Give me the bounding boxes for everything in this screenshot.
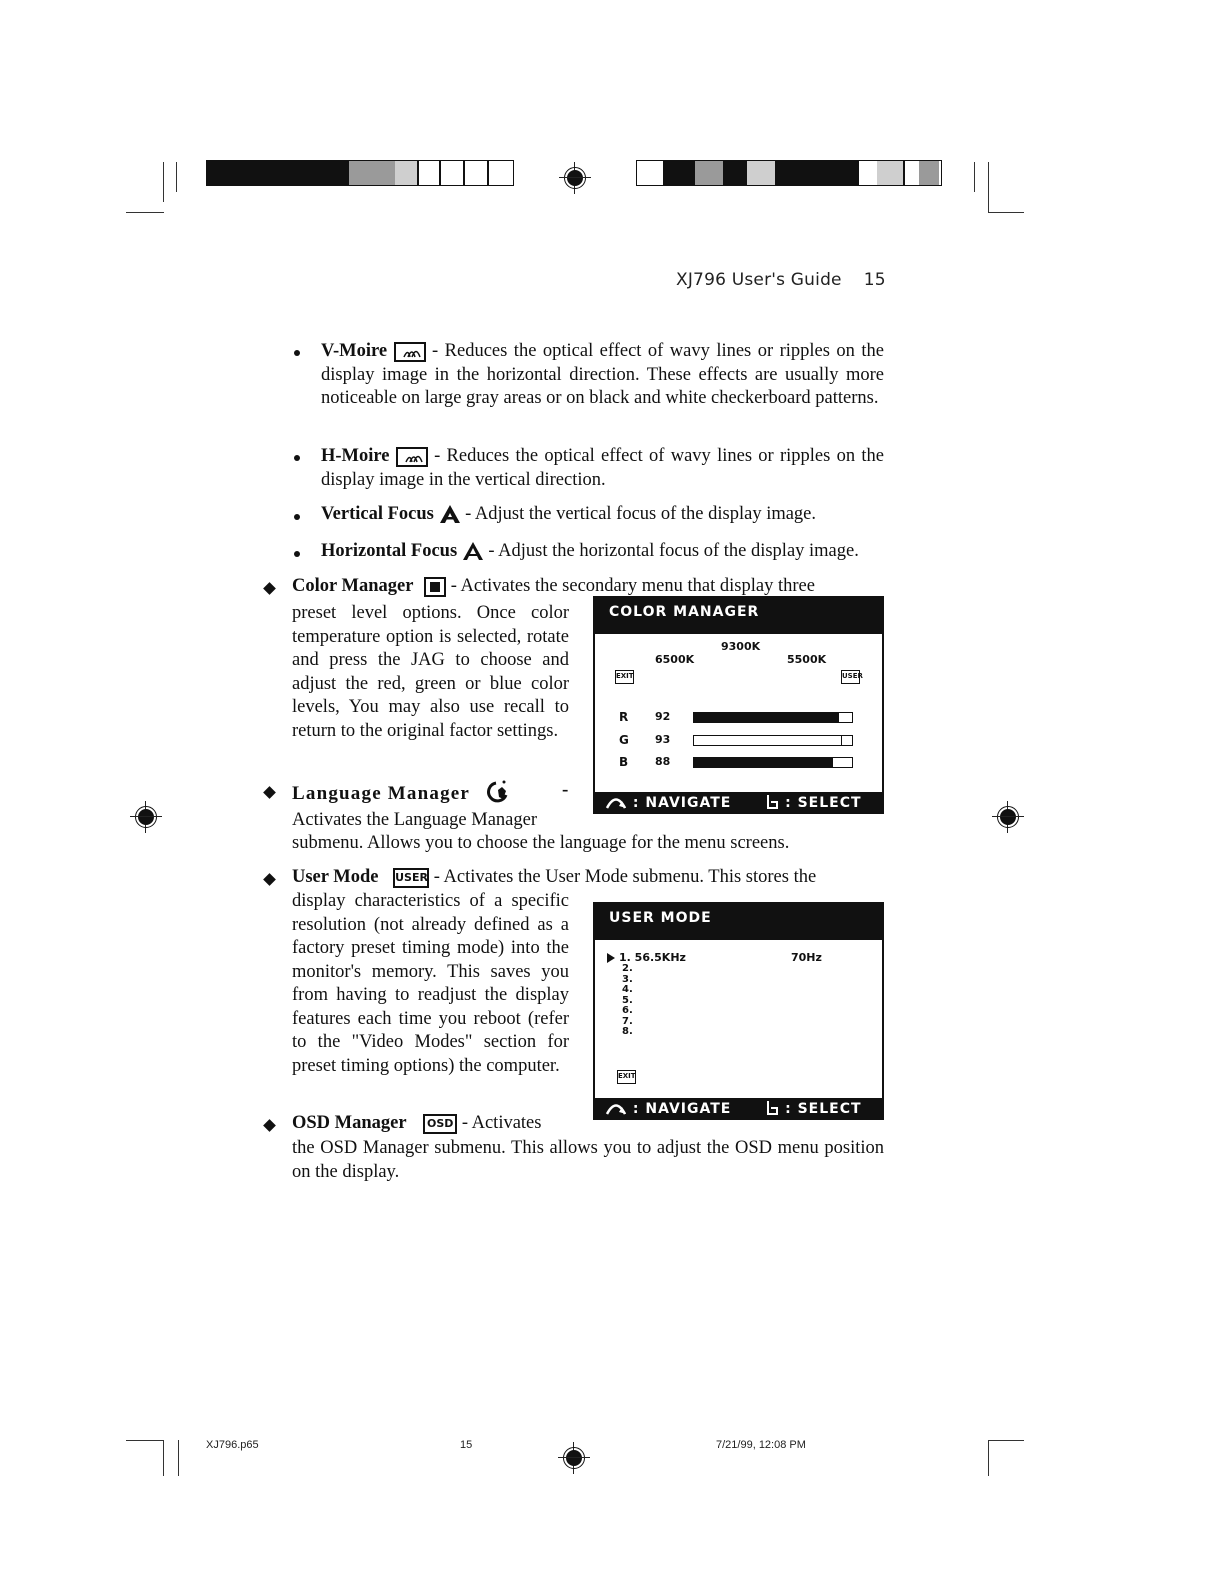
mode-slot: 6.: [622, 1005, 633, 1016]
registration-mark: [563, 166, 587, 190]
section-desc: - Activates the User Mode submenu. This stores the: [429, 867, 817, 887]
color-manager-icon: [424, 577, 446, 597]
exit-icon: EXIT: [617, 1070, 636, 1084]
bullet-term: V-Moire: [321, 341, 388, 361]
level-fill-r: [694, 713, 839, 722]
crop-mark: [126, 1440, 164, 1441]
mode-slot-list: [622, 964, 633, 1038]
bullet-marker: [294, 514, 300, 520]
registration-mark: [996, 805, 1020, 829]
footer-page: 15: [460, 1439, 473, 1451]
section-dash: -: [562, 779, 570, 800]
running-head: [676, 270, 886, 290]
registration-mark: [134, 805, 158, 829]
registration-mark: [562, 1446, 586, 1470]
bullet-marker: [294, 455, 300, 461]
color-manager-text: preset level options. Once color temperature option is selected, rotate and press the JAG to choose and adjust the red, green or blue color levels, You may also use recall to return to the original factor settings.: [292, 603, 569, 741]
channel-label-r: R: [619, 710, 629, 724]
bullet-marker: [263, 1119, 276, 1132]
bullet-v-moire: [321, 340, 884, 411]
osd-footer: [593, 792, 884, 814]
focus-icon: [462, 541, 484, 563]
crop-mark: [988, 212, 1024, 213]
channel-value-b: 88: [655, 755, 671, 768]
user-icon: USER: [841, 670, 860, 684]
focus-icon: [439, 504, 461, 526]
crop-mark: [988, 1440, 1024, 1441]
crop-mark: [163, 1440, 164, 1476]
language-manager-heading: [292, 779, 572, 809]
section-desc: - Activates the secondary menu that display three: [446, 576, 815, 596]
bullet-horizontal-focus: [321, 540, 891, 564]
color-manager-heading-line: [292, 575, 892, 599]
level-bar-r: [693, 712, 853, 723]
color-calibration-bar-right: [636, 160, 942, 186]
osd-footer: [593, 1098, 884, 1120]
section-term: Language Manager: [292, 783, 470, 804]
language-manager-text: Activates the Language Manager: [292, 810, 538, 830]
osd-icon: OSD: [423, 1114, 457, 1134]
user-mode-text: display characteristics of a specific resolution (not already defined as a factory preset timing mode) into the monitor's memory. This saves you from having to readjust the display features each time you reboot (refer to the "Video Modes" section for preset timing options) the computer.: [292, 891, 569, 1076]
select-label: : SELECT: [785, 1101, 862, 1117]
level-fill-b: [694, 758, 833, 767]
bullet-desc: - Reduces the optical effect of wavy lines or ripples on the display image in the horizontal direction. These effects are usually more noticeable on large gray areas or on black and white checkerboard patterns.: [321, 341, 884, 408]
channel-value-g: 93: [655, 733, 671, 746]
user-icon: USER: [393, 868, 429, 888]
section-term: Color Manager: [292, 576, 414, 596]
language-manager-text-full: submenu. Allows you to choose the language for the menu screens.: [292, 833, 790, 853]
select-label: : SELECT: [785, 795, 862, 811]
bullet-marker: [294, 551, 300, 557]
crop-mark: [974, 162, 975, 192]
mode-slot: 8.: [622, 1026, 633, 1037]
osd-title: COLOR MANAGER: [595, 598, 882, 634]
bullet-marker: [294, 350, 300, 356]
mode-slot: 7.: [622, 1015, 633, 1027]
temp-5500k: 5500K: [787, 653, 827, 666]
mode-entry-1: 1. 56.5KHz: [619, 951, 686, 964]
section-term: OSD Manager: [292, 1113, 407, 1133]
bullet-desc: - Adjust the vertical focus of the display image.: [460, 504, 817, 524]
bullet-h-moire: [321, 445, 884, 492]
bullet-desc: - Adjust the horizontal focus of the display image.: [483, 541, 859, 561]
level-fill-g: [694, 736, 842, 745]
osd-manager-heading-line: [292, 1112, 582, 1136]
user-mode-heading-line: [292, 866, 892, 890]
crop-mark: [163, 162, 164, 202]
crop-mark: [988, 1440, 989, 1476]
globe-icon: [486, 779, 512, 809]
bullet-term: Vertical Focus: [321, 504, 434, 524]
bullet-term: H-Moire: [321, 446, 390, 466]
exit-icon: EXIT: [615, 670, 634, 684]
moire-icon: [394, 342, 426, 362]
user-mode-osd: [593, 902, 884, 1118]
level-bar-g: [693, 735, 853, 746]
bullet-term: Horizontal Focus: [321, 541, 458, 561]
mode-slot: 5.: [622, 994, 633, 1006]
color-calibration-bar-left: [206, 160, 514, 186]
section-desc: - Activates: [457, 1113, 542, 1133]
crop-mark: [126, 212, 164, 213]
channel-label-b: B: [619, 755, 629, 769]
crop-mark: [176, 162, 177, 192]
level-bar-b: [693, 757, 853, 768]
navigate-icon: [605, 1101, 633, 1117]
channel-value-r: 92: [655, 710, 671, 723]
section-term: User Mode: [292, 867, 379, 887]
crop-mark: [178, 1440, 179, 1476]
guide-title: XJ796 User's Guide: [676, 270, 842, 290]
bullet-vertical-focus: [321, 503, 884, 527]
bullet-marker: [263, 786, 276, 799]
bullet-desc: - Reduces the optical effect of wavy lines or ripples on the display image in the vertical direction.: [321, 446, 885, 490]
color-manager-osd: [593, 596, 884, 812]
select-icon: [765, 1101, 785, 1117]
osd-manager-text: the OSD Manager submenu. This allows you to adjust the OSD menu position on the display.: [292, 1138, 884, 1182]
osd-title: USER MODE: [595, 904, 882, 940]
mode-slot: 2.: [622, 963, 633, 974]
bullet-marker: [263, 582, 276, 595]
select-icon: [765, 795, 785, 811]
channel-label-g: G: [619, 733, 629, 747]
crop-mark: [988, 162, 989, 212]
moire-icon: [396, 447, 428, 467]
footer-timestamp: 7/21/99, 12:08 PM: [716, 1439, 806, 1451]
mode-slot: 3.: [622, 973, 633, 985]
navigate-label: : NAVIGATE: [632, 1101, 732, 1117]
navigate-icon: [605, 795, 633, 811]
temp-6500k: 6500K: [655, 653, 695, 666]
selection-arrow-icon: [607, 953, 615, 963]
mode-rate-1: 70Hz: [791, 951, 822, 964]
footer-file: XJ796.p65: [206, 1439, 259, 1451]
page-number: 15: [863, 270, 886, 290]
navigate-label: : NAVIGATE: [632, 795, 732, 811]
bullet-marker: [263, 873, 276, 886]
mode-slot: 4.: [622, 984, 633, 995]
temp-9300k: 9300K: [721, 640, 761, 653]
